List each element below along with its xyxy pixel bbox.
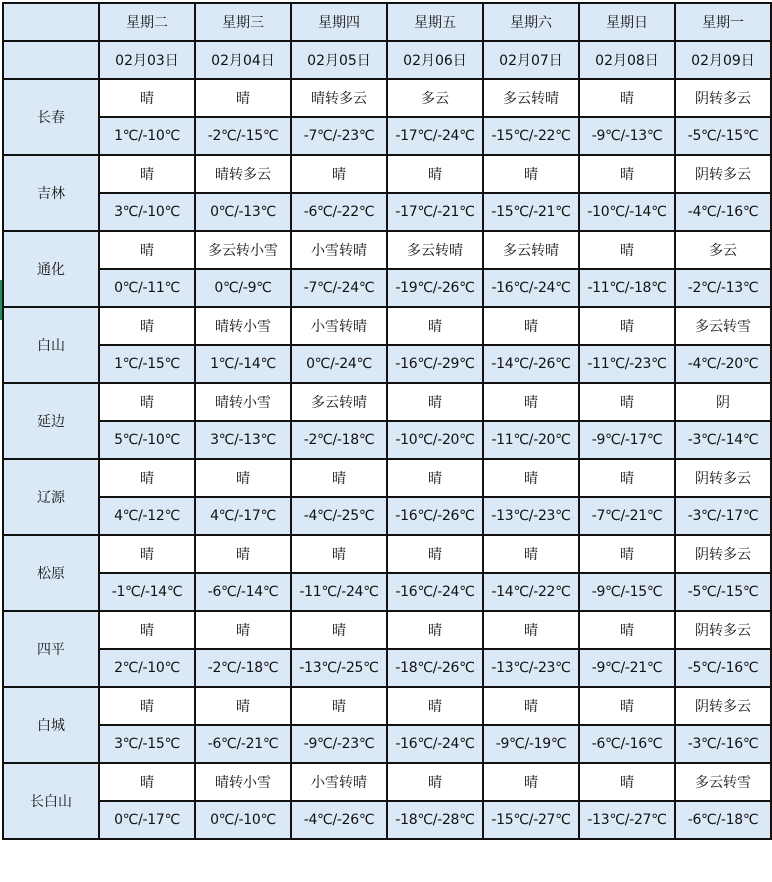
weather-condition-cell: 晴	[99, 535, 195, 573]
weather-condition-cell: 晴	[387, 459, 483, 497]
weekday-header-cell: 星期四	[291, 3, 387, 41]
temperature-range-cell: 4℃/-17℃	[195, 497, 291, 535]
temperature-range-cell: -19℃/-26℃	[387, 269, 483, 307]
date-header-cell: 02月07日	[483, 41, 579, 79]
temperature-range-cell: -15℃/-21℃	[483, 193, 579, 231]
weekday-header-cell: 星期五	[387, 3, 483, 41]
weekday-header-cell: 星期日	[579, 3, 675, 41]
city-weather-row	[3, 307, 771, 345]
weather-condition-cell: 晴	[291, 687, 387, 725]
temperature-range-cell: -14℃/-22℃	[483, 573, 579, 611]
temperature-range-cell: -9℃/-17℃	[579, 421, 675, 459]
city-temperature-row	[3, 649, 771, 687]
date-header-cell: 02月04日	[195, 41, 291, 79]
weather-condition-cell: 多云转晴	[291, 383, 387, 421]
temperature-range-cell: -9℃/-13℃	[579, 117, 675, 155]
temperature-range-cell: 0℃/-11℃	[99, 269, 195, 307]
weather-condition-cell: 多云转晴	[483, 231, 579, 269]
city-temperature-row	[3, 193, 771, 231]
city-name-cell: 四平	[3, 611, 99, 687]
temperature-range-cell: -16℃/-24℃	[483, 269, 579, 307]
weekday-header-cell: 星期一	[675, 3, 771, 41]
weather-condition-cell: 晴转小雪	[195, 763, 291, 801]
temperature-range-cell: -18℃/-26℃	[387, 649, 483, 687]
temperature-range-cell: -6℃/-21℃	[195, 725, 291, 763]
weather-condition-cell: 小雪转晴	[291, 307, 387, 345]
temperature-range-cell: -10℃/-20℃	[387, 421, 483, 459]
weather-condition-cell: 阴转多云	[675, 687, 771, 725]
weather-condition-cell: 小雪转晴	[291, 231, 387, 269]
weather-condition-cell: 晴	[291, 611, 387, 649]
temperature-range-cell: -13℃/-27℃	[579, 801, 675, 839]
temperature-range-cell: -16℃/-24℃	[387, 725, 483, 763]
city-weather-row	[3, 383, 771, 421]
temperature-range-cell: -3℃/-14℃	[675, 421, 771, 459]
weather-condition-cell: 晴	[579, 459, 675, 497]
weather-condition-cell: 多云转晴	[387, 231, 483, 269]
temperature-range-cell: -11℃/-23℃	[579, 345, 675, 383]
weather-condition-cell: 晴	[579, 535, 675, 573]
city-weather-row	[3, 79, 771, 117]
temperature-range-cell: -1℃/-14℃	[99, 573, 195, 611]
weather-condition-cell: 晴	[387, 383, 483, 421]
weather-condition-cell: 多云转雪	[675, 307, 771, 345]
temperature-range-cell: -2℃/-18℃	[291, 421, 387, 459]
city-weather-row	[3, 231, 771, 269]
city-weather-row	[3, 535, 771, 573]
temperature-range-cell: -9℃/-21℃	[579, 649, 675, 687]
temperature-range-cell: 5℃/-10℃	[99, 421, 195, 459]
weather-condition-cell: 晴	[195, 687, 291, 725]
weather-condition-cell: 晴	[291, 535, 387, 573]
temperature-range-cell: -5℃/-15℃	[675, 117, 771, 155]
temperature-range-cell: -11℃/-24℃	[291, 573, 387, 611]
temperature-range-cell: -14℃/-26℃	[483, 345, 579, 383]
weather-condition-cell: 晴	[291, 155, 387, 193]
temperature-range-cell: -2℃/-18℃	[195, 649, 291, 687]
weather-condition-cell: 多云转晴	[483, 79, 579, 117]
temperature-range-cell: -6℃/-16℃	[579, 725, 675, 763]
temperature-range-cell: 3℃/-13℃	[195, 421, 291, 459]
temperature-range-cell: 0℃/-10℃	[195, 801, 291, 839]
weather-condition-cell: 晴	[579, 79, 675, 117]
weather-condition-cell: 晴	[195, 79, 291, 117]
date-header-cell: 02月09日	[675, 41, 771, 79]
city-temperature-row	[3, 421, 771, 459]
temperature-range-cell: -13℃/-23℃	[483, 497, 579, 535]
weather-condition-cell: 多云转雪	[675, 763, 771, 801]
city-weather-row	[3, 687, 771, 725]
temperature-range-cell: 3℃/-15℃	[99, 725, 195, 763]
weather-condition-cell: 晴	[99, 231, 195, 269]
temperature-range-cell: 1℃/-15℃	[99, 345, 195, 383]
city-name-cell: 长白山	[3, 763, 99, 839]
city-temperature-row	[3, 573, 771, 611]
temperature-range-cell: -5℃/-16℃	[675, 649, 771, 687]
weather-condition-cell: 晴转多云	[195, 155, 291, 193]
temperature-range-cell: 0℃/-13℃	[195, 193, 291, 231]
weather-condition-cell: 晴	[483, 687, 579, 725]
temperature-range-cell: -11℃/-20℃	[483, 421, 579, 459]
city-name-cell: 松原	[3, 535, 99, 611]
temperature-range-cell: -16℃/-26℃	[387, 497, 483, 535]
weather-condition-cell: 晴	[483, 155, 579, 193]
weekday-header-cell: 星期二	[99, 3, 195, 41]
temperature-range-cell: 0℃/-17℃	[99, 801, 195, 839]
city-name-cell: 吉林	[3, 155, 99, 231]
weather-condition-cell: 晴	[483, 763, 579, 801]
weather-condition-cell: 晴	[579, 231, 675, 269]
weather-condition-cell: 晴	[195, 459, 291, 497]
temperature-range-cell: -13℃/-25℃	[291, 649, 387, 687]
weather-condition-cell: 晴	[579, 155, 675, 193]
city-weather-row	[3, 611, 771, 649]
weather-condition-cell: 晴	[99, 79, 195, 117]
temperature-range-cell: -6℃/-14℃	[195, 573, 291, 611]
weather-condition-cell: 晴	[387, 307, 483, 345]
city-weather-row	[3, 763, 771, 801]
temperature-range-cell: -5℃/-15℃	[675, 573, 771, 611]
temperature-range-cell: -13℃/-23℃	[483, 649, 579, 687]
city-temperature-row	[3, 497, 771, 535]
city-temperature-row	[3, 345, 771, 383]
weather-condition-cell: 晴	[483, 307, 579, 345]
weather-condition-cell: 晴	[579, 611, 675, 649]
temperature-range-cell: 2℃/-10℃	[99, 649, 195, 687]
date-header-row	[3, 41, 771, 79]
weather-condition-cell: 晴	[579, 687, 675, 725]
weather-condition-cell: 晴	[483, 383, 579, 421]
temperature-range-cell: -15℃/-27℃	[483, 801, 579, 839]
weather-condition-cell: 晴	[387, 611, 483, 649]
temperature-range-cell: 0℃/-24℃	[291, 345, 387, 383]
weather-condition-cell: 晴	[291, 459, 387, 497]
temperature-range-cell: 3℃/-10℃	[99, 193, 195, 231]
temperature-range-cell: -16℃/-24℃	[387, 573, 483, 611]
city-temperature-row	[3, 269, 771, 307]
city-temperature-row	[3, 117, 771, 155]
weather-condition-cell: 晴	[99, 383, 195, 421]
city-weather-row	[3, 155, 771, 193]
weather-condition-cell: 晴	[99, 459, 195, 497]
temperature-range-cell: -2℃/-15℃	[195, 117, 291, 155]
temperature-range-cell: -10℃/-14℃	[579, 193, 675, 231]
weather-condition-cell: 晴	[99, 611, 195, 649]
temperature-range-cell: 0℃/-9℃	[195, 269, 291, 307]
weather-condition-cell: 多云转小雪	[195, 231, 291, 269]
temperature-range-cell: -4℃/-25℃	[291, 497, 387, 535]
weather-condition-cell: 晴	[387, 155, 483, 193]
weather-condition-cell: 晴	[99, 155, 195, 193]
temperature-range-cell: -9℃/-19℃	[483, 725, 579, 763]
weather-condition-cell: 阴转多云	[675, 611, 771, 649]
temperature-range-cell: -2℃/-13℃	[675, 269, 771, 307]
city-name-cell: 通化	[3, 231, 99, 307]
weather-condition-cell: 晴	[387, 687, 483, 725]
weather-condition-cell: 晴转小雪	[195, 307, 291, 345]
weekday-header-cell: 星期六	[483, 3, 579, 41]
weather-condition-cell: 晴	[483, 535, 579, 573]
weather-condition-cell: 晴	[579, 763, 675, 801]
date-header-cell: 02月05日	[291, 41, 387, 79]
weather-forecast-table	[2, 2, 772, 840]
temperature-range-cell: -17℃/-24℃	[387, 117, 483, 155]
weather-condition-cell: 晴	[99, 687, 195, 725]
temperature-range-cell: -7℃/-21℃	[579, 497, 675, 535]
city-name-cell: 延边	[3, 383, 99, 459]
temperature-range-cell: -6℃/-22℃	[291, 193, 387, 231]
weather-condition-cell: 阴转多云	[675, 155, 771, 193]
temperature-range-cell: -11℃/-18℃	[579, 269, 675, 307]
city-weather-row	[3, 459, 771, 497]
date-header-cell: 02月08日	[579, 41, 675, 79]
weather-condition-cell: 晴	[387, 535, 483, 573]
temperature-range-cell: 1℃/-14℃	[195, 345, 291, 383]
temperature-range-cell: 1℃/-10℃	[99, 117, 195, 155]
weather-condition-cell: 晴	[195, 535, 291, 573]
weather-condition-cell: 晴	[579, 383, 675, 421]
weather-condition-cell: 多云	[387, 79, 483, 117]
temperature-range-cell: -9℃/-23℃	[291, 725, 387, 763]
weather-condition-cell: 阴转多云	[675, 79, 771, 117]
city-name-cell: 白城	[3, 687, 99, 763]
weather-condition-cell: 晴转小雪	[195, 383, 291, 421]
weather-condition-cell: 晴	[195, 611, 291, 649]
temperature-range-cell: -7℃/-23℃	[291, 117, 387, 155]
temperature-range-cell: -4℃/-26℃	[291, 801, 387, 839]
date-header-cell: 02月06日	[387, 41, 483, 79]
city-temperature-row	[3, 801, 771, 839]
header-corner-cell	[3, 3, 99, 41]
weather-condition-cell: 晴	[99, 307, 195, 345]
header-corner-cell	[3, 41, 99, 79]
weather-condition-cell: 晴	[387, 763, 483, 801]
temperature-range-cell: -6℃/-18℃	[675, 801, 771, 839]
temperature-range-cell: -17℃/-21℃	[387, 193, 483, 231]
weather-condition-cell: 多云	[675, 231, 771, 269]
weather-condition-cell: 小雪转晴	[291, 763, 387, 801]
weather-condition-cell: 晴	[483, 611, 579, 649]
city-name-cell: 辽源	[3, 459, 99, 535]
temperature-range-cell: -15℃/-22℃	[483, 117, 579, 155]
table-body	[3, 3, 771, 839]
temperature-range-cell: -4℃/-20℃	[675, 345, 771, 383]
temperature-range-cell: -4℃/-16℃	[675, 193, 771, 231]
weekday-header-cell: 星期三	[195, 3, 291, 41]
date-header-cell: 02月03日	[99, 41, 195, 79]
weather-condition-cell: 阴转多云	[675, 459, 771, 497]
temperature-range-cell: -7℃/-24℃	[291, 269, 387, 307]
city-name-cell: 长春	[3, 79, 99, 155]
weather-condition-cell: 阴转多云	[675, 535, 771, 573]
temperature-range-cell: -16℃/-29℃	[387, 345, 483, 383]
city-name-cell: 白山	[3, 307, 99, 383]
weather-condition-cell: 晴转多云	[291, 79, 387, 117]
city-temperature-row	[3, 725, 771, 763]
weekday-header-row	[3, 3, 771, 41]
weather-condition-cell: 晴	[579, 307, 675, 345]
temperature-range-cell: 4℃/-12℃	[99, 497, 195, 535]
temperature-range-cell: -3℃/-17℃	[675, 497, 771, 535]
temperature-range-cell: -18℃/-28℃	[387, 801, 483, 839]
weather-condition-cell: 晴	[483, 459, 579, 497]
weather-condition-cell: 阴	[675, 383, 771, 421]
temperature-range-cell: -3℃/-16℃	[675, 725, 771, 763]
weather-condition-cell: 晴	[99, 763, 195, 801]
temperature-range-cell: -9℃/-15℃	[579, 573, 675, 611]
